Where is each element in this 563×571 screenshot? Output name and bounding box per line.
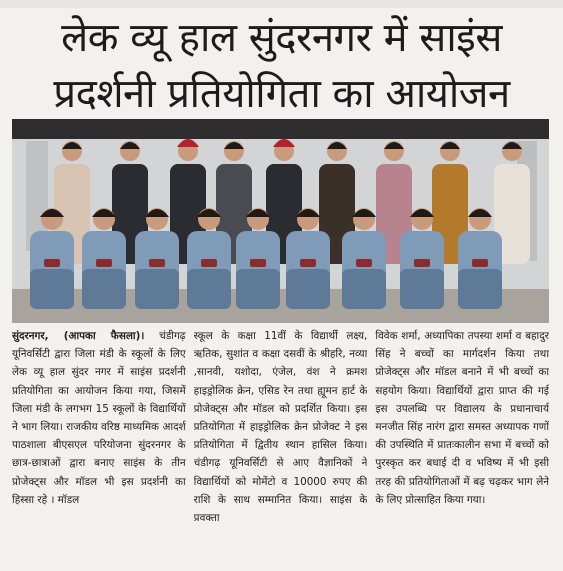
article-column-1 — [12, 327, 186, 567]
group-photo-illustration — [12, 119, 549, 323]
article-column-2 — [194, 327, 368, 567]
group-photo — [12, 119, 549, 323]
column-3-text: विवेक शर्मा, अध्यापिका तपस्या शर्मा व बहादुर सिंह ने बच्चों का मार्गदर्शन किया तथा प्रोजेक्ट्स और मॉडल बनाने में भी बच्चों का सहयोग किया। विद्यार्थियों द्वारा प्राप्त की गई इस उपलब्धि पर विद्यालय के प्रधानाचार्य मनजीत सिंह नारंग द्वारा समस्त अध्यापक गणों की उपस्थिति में प्रातःकालीन सभा में बच्चों को पुरस्कृत कर बधाई दी व भविष्य में भी इसी तरह की प्रतियोगिताओं में बढ़ चढ़कर भाग लेने के लिए प्रोत्साहित किया गया। — [375, 330, 550, 506]
article-body — [12, 327, 549, 567]
dateline: सुंदरनगर, (आपका फैसला)। — [12, 330, 145, 342]
top-strip — [0, 0, 563, 8]
column-1-text: चंडीगढ़ यूनिवर्सिटी द्वारा जिला मंडी के स्कूलों के लिए लेक व्यू हाल सुंदर नगर में साइंस प्रदर्शनी प्रतियोगिता का आयोजन किया गया, जिसमें जिला मंडी के लगभग 15 स्कूलों के विद्यार्थियों ने भाग लिया। राजकीय वरिष्ठ माध्यमिक आदर्श पाठशाला बीएसएल परियोजना सुंदरनगर के छात्र-छात्राओं द्वारा बनाए साइंस के तीन प्रोजेक्ट्स और मॉडल भी इस प्रदर्शनी का हिस्सा रहे । मॉडल — [12, 330, 186, 506]
headline-line-1: लेक व्यू हाल सुंदरनगर में साइंस — [61, 15, 502, 61]
headline — [0, 10, 563, 122]
article-column-3 — [375, 327, 549, 567]
column-2-text: स्कूल के कक्षा 11वीं के विद्यार्थी लक्ष्य, ऋतिक, सुशांत व कक्षा दसवीं के श्रीहरि, नव्या ,सानवी, यशोदा, एंजेल, वंश ने क्रमश हाइड्रोलिक क्रेन, एसिड रेन तथा ह्यूमन हार्ट के प्रोजेक्ट्स और मॉडल को प्रदर्शित किया। इस प्रतियोगिता में हाइड्रोलिक क्रेन प्रोजेक्ट ने इस प्रतियोगिता में द्वितीय स्थान हासिल किया। चंडीगढ़ यूनिवर्सिटी से आए वैज्ञानिकों ने विद्यार्थियों को मोमेंटो व 10000 रुपए की राशि के साथ सम्मानित किया। साइंस के प्रवक्ता — [193, 330, 368, 525]
headline-line-2: प्रदर्शनी प्रतियोगिता का आयोजन — [53, 71, 510, 117]
